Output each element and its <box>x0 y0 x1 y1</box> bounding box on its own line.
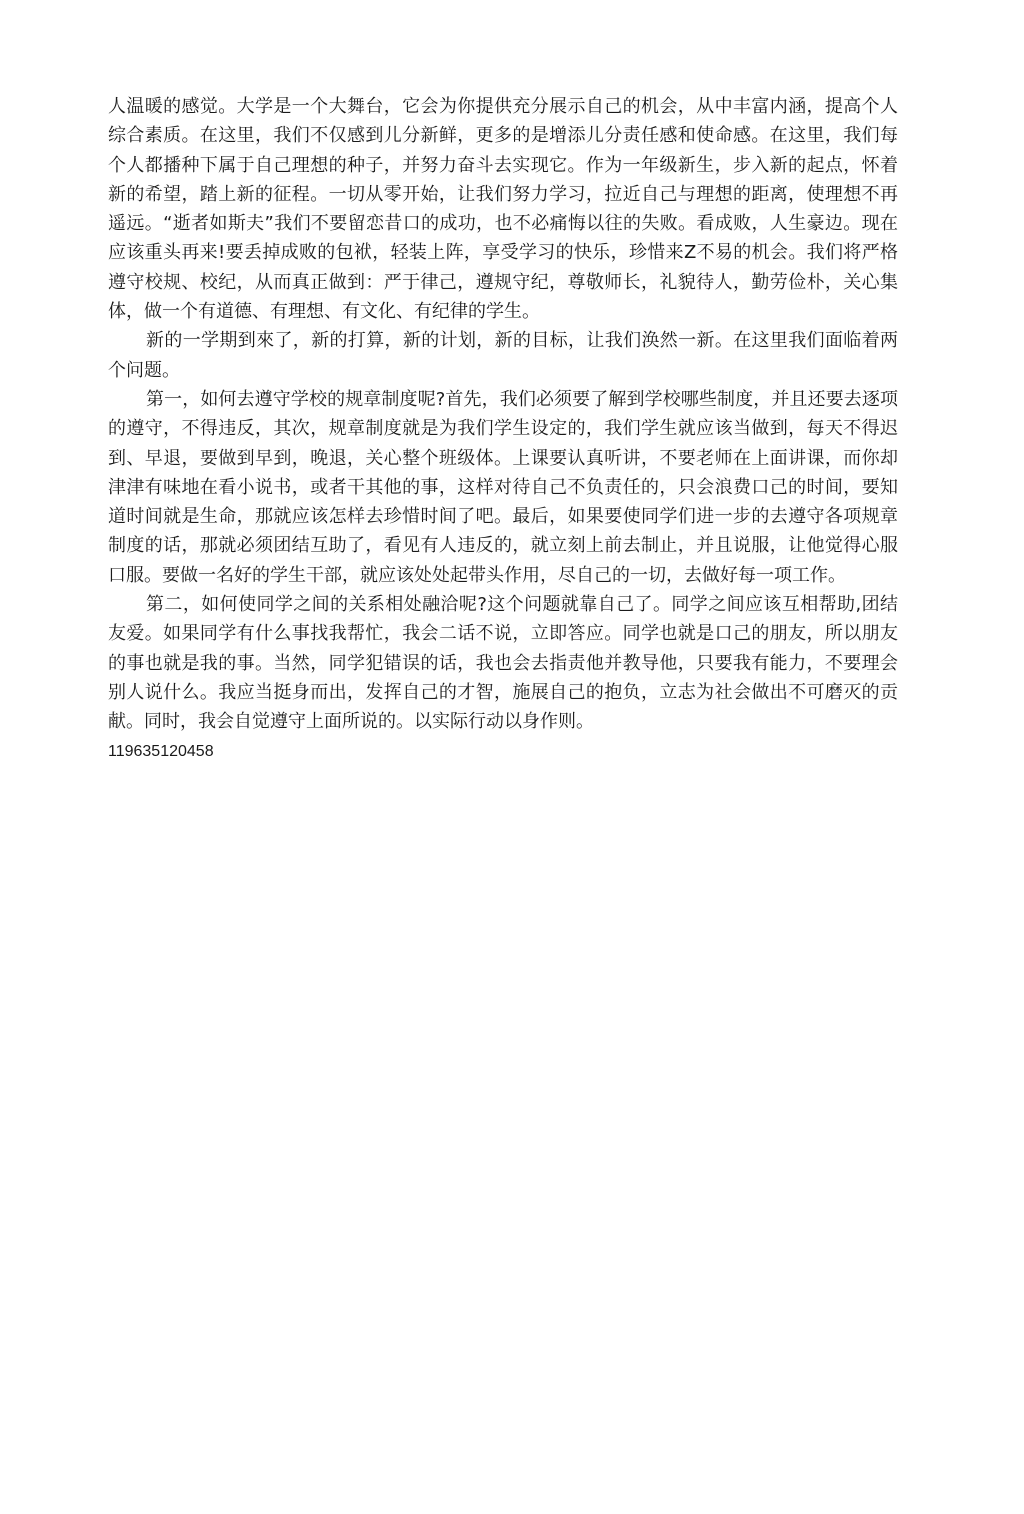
document-body <box>108 92 898 766</box>
document-number: 119635120458 <box>108 742 214 760</box>
paragraph-4: 第二，如何使同学之间的关系相处融洽呢?这个问题就靠自己了。同学之间应该互相帮助,团结友爱。如果同学有什么事找我帮忙，我会二话不说，立即答应。同学也就是口己的朋友，所以朋友的事也就是我的事。当然，同学犯错误的话，我也会去指责他并教导他，只要我有能力，不要理会别人说什么。我应当挺身而出，发挥自己的才智，施展自己的抱负，立志为社会做出不可磨灭的贡献。同时，我会自觉遵守上面所说的。以实际行动以身作则。 <box>108 594 898 733</box>
paragraph-1: 人温暖的感觉。大学是一个大舞台，它会为你提供充分展示自己的机会，从中丰富内涵，提高个人综合素质。在这里，我们不仅感到儿分新鲜，更多的是增添儿分责任感和使命感。在这里，我们每个人都播种下属于自己理想的种子，并努力奋斗去实现它。作为一年级新生，步入新的起点，怀着新的希望，踏上新的征程。一切从零开始，让我们努力学习，拉近自己与理想的距离，使理想不再遥远。“逝者如斯夫”我们不要留恋昔口的成功，也不必痛悔以往的失败。看成败，人生豪边。现在应该重头再来!要丢掉成败的包袱，轻装上阵，享受学习的快乐，珍惜来Z不易的机会。我们将严格遵守校规、校纪，从而真正做到：严于律己，遵规守纪，尊敬师长，礼貌待人，勤劳俭朴，关心集体，做一个有道德、有理想、有文化、有纪律的学生。 <box>108 96 898 323</box>
paragraph-3: 第一，如何去遵守学校的规章制度呢?首先，我们必须要了解到学校哪些制度，并且还要去逐项的遵守，不得违反，其次，规章制度就是为我们学生设定的，我们学生就应该当做到，每天不得迟到、早退，要做到早到，晚退，关心整个班级体。上课要认真听讲，不要老师在上面讲课，而你却津津有味地在看小说书，或者干其他的事，这样对待自己不负责任的，只会浪费口己的时间，要知道时间就是生命，那就应该怎样去珍惜时间了吧。最后，如果要使同学们进一步的去遵守各项规章制度的话，那就必须团结互助了，看见有人违反的，就立刻上前去制止，并且说服，让他觉得心服口服。要做一名好的学生干部，就应该处处起带头作用，尽自己的一切，去做好每一项工作。 <box>108 388 898 586</box>
paragraph-2: 新的一学期到來了，新的打算，新的计划，新的目标，让我们涣然一新。在这里我们面临着两个问题。 <box>108 330 898 381</box>
